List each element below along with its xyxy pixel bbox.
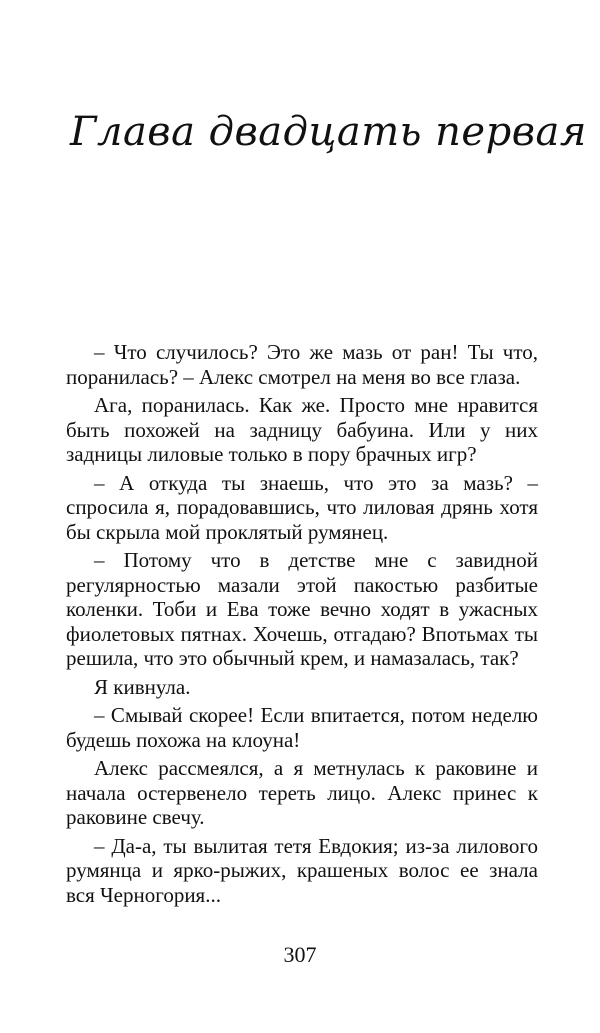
body-text bbox=[66, 340, 538, 911]
chapter-title: Глава двадцать первая bbox=[70, 109, 587, 155]
paragraph: Алекс рассмеялся, а я метнулась к раковине и начала остервенело тереть лицо. Алекс принес к раковине свечу. bbox=[66, 756, 538, 829]
paragraph: – Смывай скорее! Если впитается, потом неделю будешь похожа на клоуна! bbox=[66, 703, 538, 752]
paragraph: – Потому что в детстве мне с завидной регулярностью мазали этой пакостью разбитые коленки. Тоби и Ева тоже вечно ходят в ужасных фиолетовых пятнах. Хочешь, отгадаю? Впотьмах ты решила, что это обычный крем, и намазалась, так? bbox=[66, 548, 538, 670]
paragraph: – Да-а, ты вылитая тетя Евдокия; из-за лилового румянца и ярко-рыжих, крашеных волос ее знала вся Черногория... bbox=[66, 833, 538, 907]
paragraph: Ага, поранилась. Как же. Просто мне нравится быть похожей на задницу бабуина. Или у них задницы лиловые только в пору брачных игр? bbox=[66, 393, 538, 466]
paragraph: – Что случилось? Это же мазь от ран! Ты что, поранилась? – Алекс смотрел на меня во все глаза. bbox=[66, 340, 538, 389]
paragraph: – А откуда ты знаешь, что это за мазь? – спросила я, порадовавшись, что лиловая дрянь хотя бы скрыла мой проклятый румянец. bbox=[66, 470, 538, 544]
paragraph: Я кивнула. bbox=[94, 674, 191, 699]
page-number: 307 bbox=[283, 942, 317, 967]
